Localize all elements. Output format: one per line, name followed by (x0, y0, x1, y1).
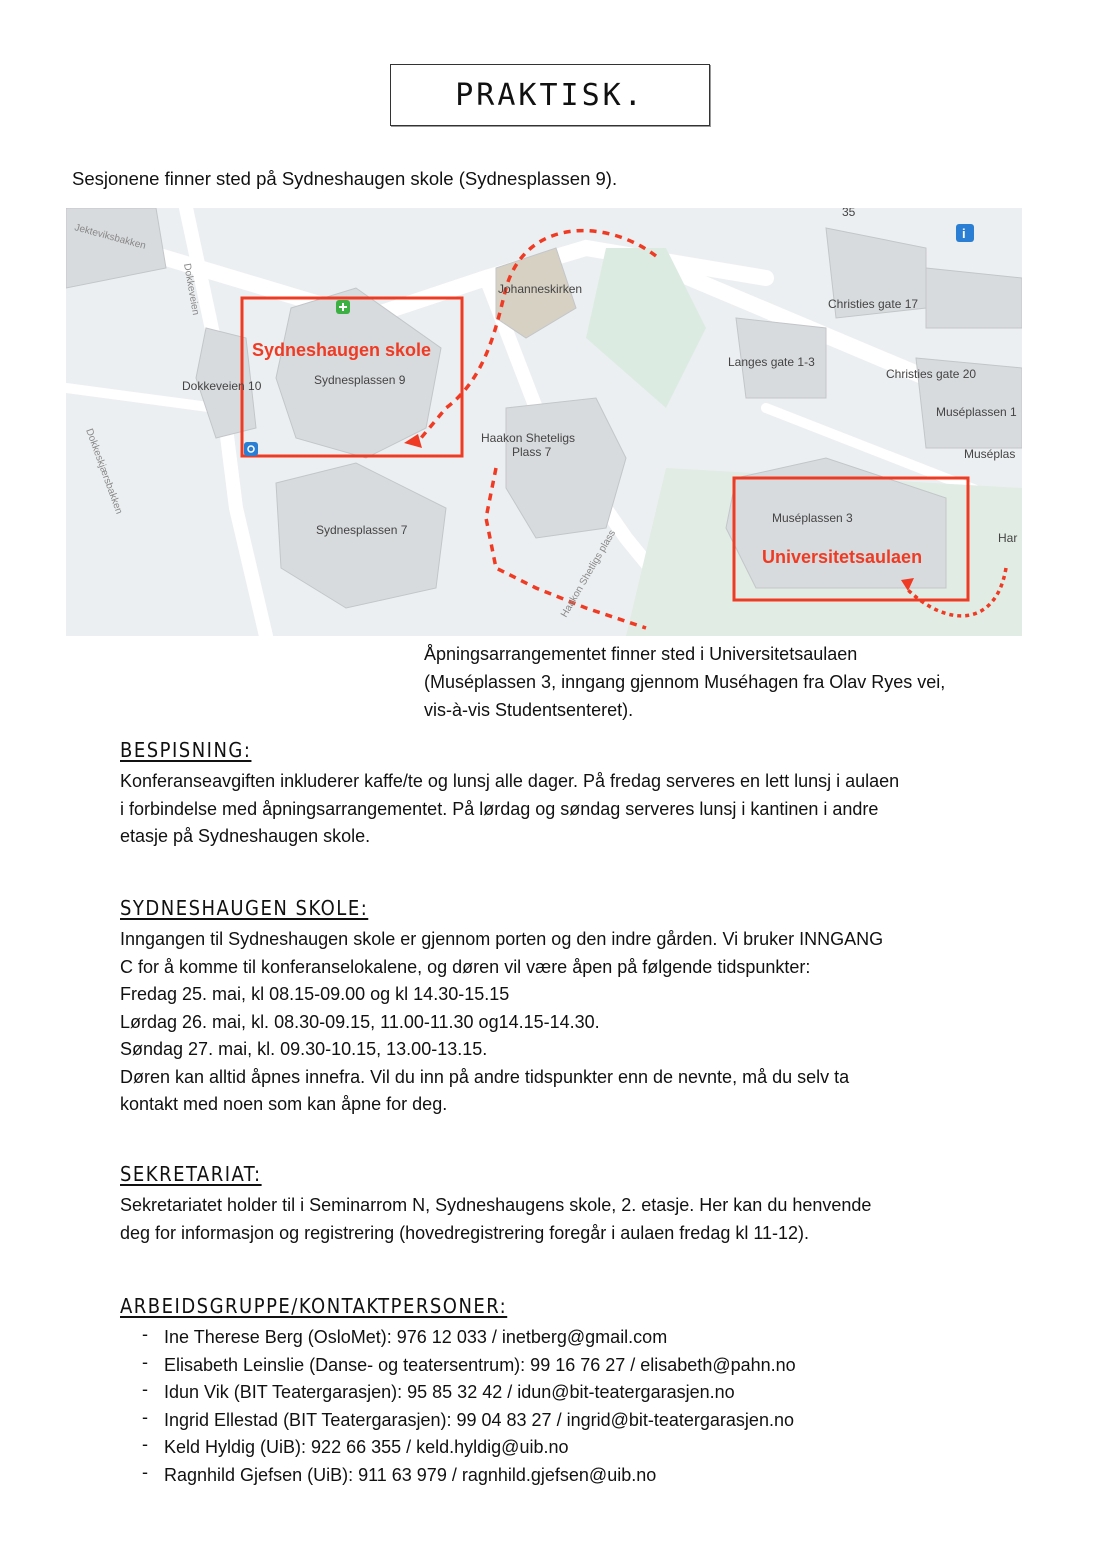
page-title: PRAKTISK. (455, 77, 645, 113)
text-line: Døren kan alltid åpnes innefra. Vil du inn på andre tidspunkter enn de nevnte, må du selv ta (120, 1066, 850, 1087)
info-icon (956, 224, 974, 242)
location-map (66, 208, 1022, 636)
section-sekretariat (120, 1162, 1040, 1247)
text-line: etasje på Sydneshaugen skole. (120, 826, 371, 846)
text-line: Sekretariatet holder til i Seminarrom N, Sydneshaugens skole, 2. etasje. Her kan du henvende (120, 1195, 872, 1215)
label-num35: 35 (842, 208, 856, 219)
label-jektevik: Jekteviksbakken (73, 222, 147, 252)
label-universitetsaulaen: Universitetsaulaen (762, 547, 923, 567)
bespisning-text (120, 768, 1040, 851)
label-museplassen1: Muséplassen 1 (936, 405, 1017, 419)
section-bespisning (120, 738, 1040, 851)
label-dokkeskjaer: Dokkeskjærsbakken (83, 427, 125, 516)
contact-item: - Ragnhild Gjefsen (UiB): 911 63 979 / ragnhild.gjefsen@uib.no (120, 1462, 1040, 1490)
sydneshaugen-text (120, 926, 1040, 1119)
map-caption (424, 640, 1044, 724)
bespisning-heading: BESPISNING: (120, 738, 252, 762)
label-christies17: Christies gate 17 (828, 297, 919, 311)
text-line: i forbindelse med åpningsarrangementet. På lørdag og søndag serveres lunsj i kantinen i andre (120, 798, 879, 819)
health-icon (336, 300, 350, 314)
info-icon-glyph: i (962, 226, 966, 241)
contact-item: - Keld Hyldig (UiB): 922 66 355 / keld.hyldig@uib.no (120, 1434, 1040, 1462)
sekretariat-heading: SEKRETARIAT: (120, 1162, 262, 1186)
caption-line: (Muséplassen 3, inngang gjennom Muséhagen fra Olav Ryes vei, (424, 672, 946, 692)
label-haakon: Haakon Sheteligs (481, 431, 576, 445)
page-title-box (390, 64, 710, 126)
contact-item: - Ine Therese Berg (OsloMet): 976 12 033 / inetberg@gmail.com (120, 1324, 1040, 1352)
label-haakon-2: Plass 7 (512, 445, 552, 459)
section-sydneshaugen (120, 896, 1040, 1119)
caption-line: vis-à-vis Studentsenteret). (424, 700, 634, 720)
text-line: C for å komme til konferanselokalene, og døren vil være åpen på følgende tidspunkter: (120, 956, 811, 977)
label-museplassen3: Muséplassen 3 (772, 511, 853, 525)
text-line: deg for informasjon og registrering (hovedregistrering foregår i aulaen fredag kl 11-12). (120, 1222, 810, 1243)
text-line: Konferanseavgiften inkluderer kaffe/te og lunsj alle dager. På fredag serveres en lett lunsj i aulaen (120, 771, 900, 791)
contact-item: - Idun Vik (BIT Teatergarasjen): 95 85 32 42 / idun@bit-teatergarasjen.no (120, 1379, 1040, 1407)
kontakt-heading: ARBEIDSGRUPPE/KONTAKTPERSONER: (120, 1294, 508, 1318)
text-line: Inngangen til Sydneshaugen skole er gjennom porten og den indre gården. Vi bruker INNGANG (120, 929, 884, 949)
label-langes: Langes gate 1-3 (728, 355, 815, 369)
text-line: Lørdag 26. mai, kl. 08.30-09.15, 11.00-11.30 og14.15-14.30. (120, 1011, 600, 1032)
label-johanneskirken: Johanneskirken (498, 282, 583, 296)
contact-list (120, 1324, 1040, 1489)
sydneshaugen-heading: SYDNESHAUGEN SKOLE: (120, 896, 369, 920)
caption-line: Åpningsarrangementet finner sted i Universitetsaulaen (424, 644, 858, 664)
intro-text: Sesjonene finner sted på Sydneshaugen skole (Sydnesplassen 9). (72, 168, 618, 189)
bicycle-parking-icon (244, 442, 258, 456)
label-sydnesplassen9: Sydnesplassen 9 (314, 373, 406, 387)
label-dokkeveien: Dokkeveien (181, 262, 201, 316)
sekretariat-text (120, 1192, 1040, 1247)
text-line: Søndag 27. mai, kl. 09.30-10.15, 13.00-13.15. (120, 1039, 488, 1059)
section-kontakt (120, 1294, 1040, 1489)
text-line: Fredag 25. mai, kl 08.15-09.00 og kl 14.30-15.15 (120, 984, 510, 1004)
label-sydnesplassen7: Sydnesplassen 7 (316, 523, 408, 537)
text-line: kontakt med noen som kan åpne for deg. (120, 1094, 448, 1114)
label-har: Har (998, 531, 1018, 545)
label-dokkeveien10: Dokkeveien 10 (182, 379, 262, 393)
contact-item: - Ingrid Ellestad (BIT Teatergarasjen): 99 04 83 27 / ingrid@bit-teatergarasjen.no (120, 1407, 1040, 1435)
label-christies20: Christies gate 20 (886, 367, 977, 381)
label-haakonvei: Haakon Shetligs plass (559, 528, 619, 620)
label-museplas: Muséplas (964, 447, 1016, 461)
label-sydneshaugen: Sydneshaugen skole (252, 340, 432, 360)
contact-item: - Elisabeth Leinslie (Danse- og teatersentrum): 99 16 76 27 / elisabeth@pahn.no (120, 1352, 1040, 1380)
